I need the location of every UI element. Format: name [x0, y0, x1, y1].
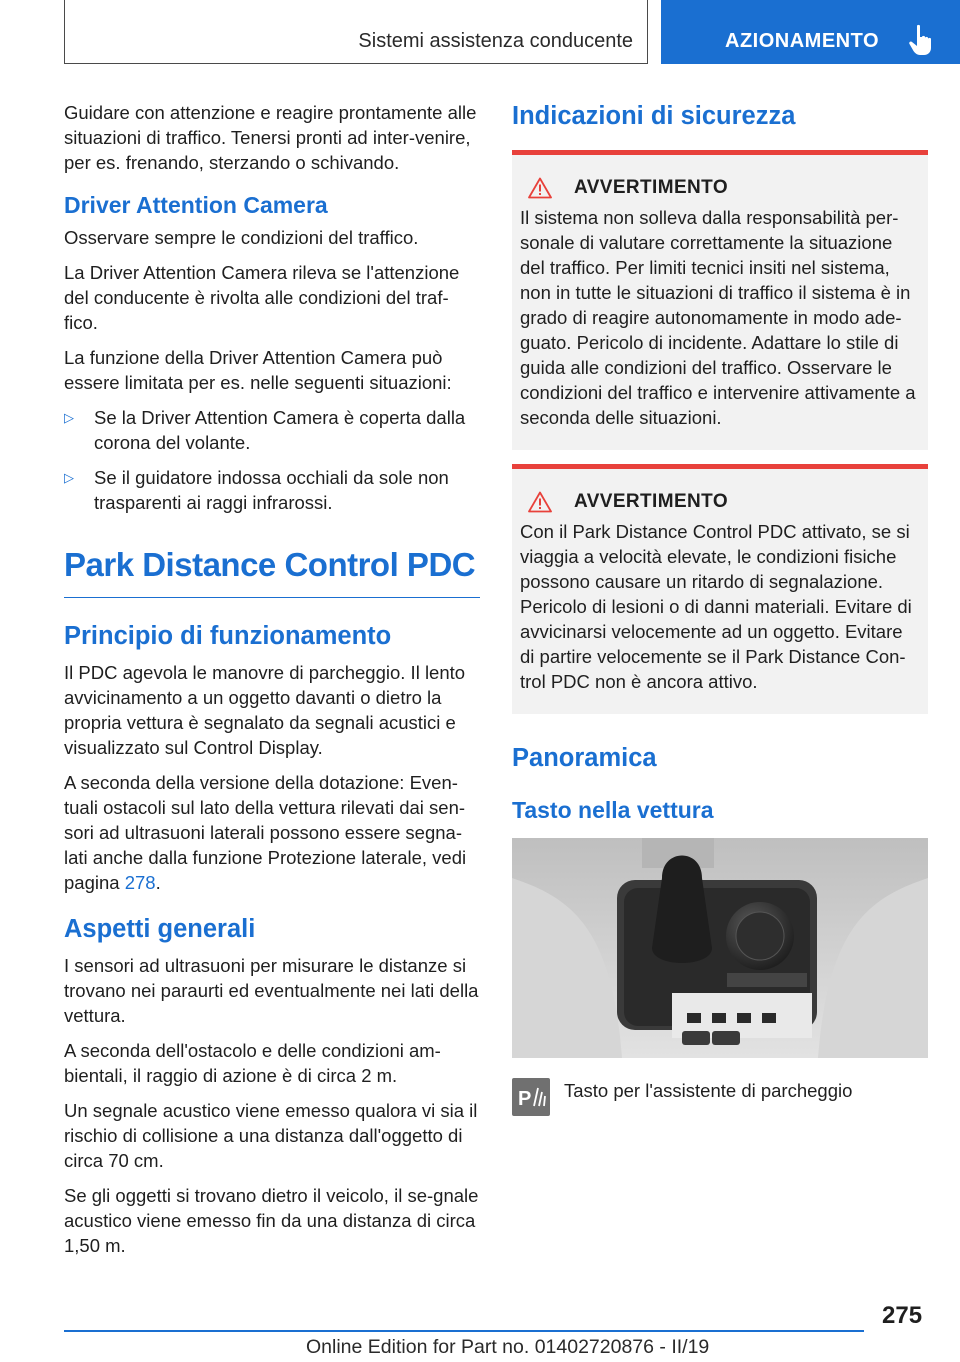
- warning-text: Con il Park Distance Control PDC attivato, se si viaggia a velocità elevate, le condizioni fisiche possono causare un ritardo di segnalazione. Pericolo di lesioni o di danni materiali. Evitare di avvicinarsi velocemente ad un oggetto. Evitare di partire velocemente se il Park Distance Con-trol PDC non è ancora attivo.: [520, 521, 912, 692]
- dac-heading: Driver Attention Camera: [64, 192, 328, 218]
- triangle-bullet-icon: ▷: [64, 470, 74, 485]
- left-column: [64, 100, 480, 1268]
- dac-bullet-text: Se la Driver Attention Camera è coperta dalla corona del volante.: [94, 407, 466, 453]
- header-chapter-box: [661, 0, 960, 64]
- page-number: 275: [882, 1302, 923, 1329]
- warning-title: AVVERTIMENTO: [574, 177, 728, 198]
- warning-triangle-icon: [528, 491, 552, 513]
- dac-bullet: [64, 465, 480, 515]
- warning-title-row: [520, 491, 920, 513]
- dac-bullet-text: Se il guidatore indossa occhiali da sole non trasparenti ai raggi infrarossi.: [94, 467, 449, 513]
- caption-row: [512, 1078, 928, 1116]
- general-paragraph-2: A seconda dell'ostacolo e delle condizioni am-bientali, il raggio di azione è di circa 2 m.: [64, 1040, 441, 1086]
- svg-text:P: P: [518, 1088, 532, 1110]
- warning-title: AVVERTIMENTO: [574, 491, 728, 512]
- header-section-title: Sistemi assistenza conducente: [358, 30, 633, 52]
- parking-assistant-icon: [512, 1078, 550, 1116]
- dac-paragraph-3: La funzione della Driver Attention Camera può essere limitata per es. nelle seguenti situazioni:: [64, 347, 452, 393]
- header-section-box: [64, 0, 648, 64]
- right-column: [512, 100, 928, 1116]
- page-reference-link[interactable]: 278: [124, 872, 156, 893]
- caption-text: Tasto per l'assistente di parcheggio: [564, 1080, 853, 1101]
- warning-box: [512, 150, 928, 450]
- principle-paragraph-2-end: .: [155, 872, 161, 893]
- general-paragraph-1: I sensori ad ultrasuoni per misurare le distanze si trovano nei paraurti ed eventualmente nei lati della vettura.: [64, 955, 479, 1026]
- overview-heading: Panoramica: [512, 744, 657, 772]
- principle-paragraph-2: [64, 770, 480, 895]
- footer-edition: Online Edition for Part no. 01402720876 - II/19: [306, 1336, 710, 1358]
- dac-paragraph-1: Osservare sempre le condizioni del traffico.: [64, 227, 419, 248]
- principle-paragraph-1: Il PDC agevola le manovre di parcheggio. Il lento avvicinamento a un oggetto davanti o dietro la propria vettura è segnalato da segnali acustici e visualizzato sul Control Display.: [64, 662, 466, 758]
- warning-text: Il sistema non solleva dalla responsabilità per-sonale di valutare correttamente la situazione del traffico. Per limiti tecnici insiti nel sistema, non in tutte le situazioni di traffico il sistema è in grado di reagire autonomamente in modo ade-guato. Pericolo di incidente. Adattare lo stile di guida alle condizioni del traffico. Osservare le condizioni del traffico e intervenire attivamente a seconda delle situazioni.: [520, 207, 916, 428]
- safety-heading: Indicazioni di sicurezza: [512, 102, 796, 130]
- center-console-illustration: [512, 838, 928, 1058]
- triangle-bullet-icon: ▷: [64, 410, 74, 425]
- dac-bullet: [64, 405, 480, 455]
- warning-triangle-icon: [528, 177, 552, 199]
- warning-title-row: [520, 177, 920, 199]
- general-paragraph-4: Se gli oggetti si trovano dietro il veicolo, il se-gnale acustico viene emesso fin da una distanza di circa 1,50 m.: [64, 1185, 479, 1256]
- center-console-image: [512, 838, 928, 1058]
- button-heading: Tasto nella vettura: [512, 797, 714, 823]
- warning-box: [512, 464, 928, 714]
- hand-pointer-icon: [908, 24, 934, 56]
- principle-heading: Principio di funzionamento: [64, 622, 392, 650]
- general-paragraph-3: Un segnale acustico viene emesso qualora vi sia il rischio di collisione a una distanza dall'oggetto di circa 70 cm.: [64, 1100, 478, 1171]
- header-chapter-title: AZIONAMENTO: [725, 30, 880, 52]
- pdc-title: Park Distance Control PDC: [64, 545, 480, 598]
- principle-paragraph-2-text: A seconda della versione della dotazione: Even-tuali ostacoli sul lato della vettura rilevati dai sen-sori ad ultrasuoni laterali possono essere segna-lati anche dalla funzione Protezione laterale, vedi pagina: [64, 772, 467, 893]
- intro-paragraph: Guidare con attenzione e reagire prontamente alle situazioni di traffico. Tenersi pronti ad inter-venire, per es. frenando, sterzando o schivando.: [64, 102, 477, 173]
- footer-divider: [64, 1330, 864, 1332]
- general-heading: Aspetti generali: [64, 915, 256, 943]
- dac-paragraph-2: La Driver Attention Camera rileva se l'attenzione del conducente è rivolta alle condizioni del traf-fico.: [64, 262, 460, 333]
